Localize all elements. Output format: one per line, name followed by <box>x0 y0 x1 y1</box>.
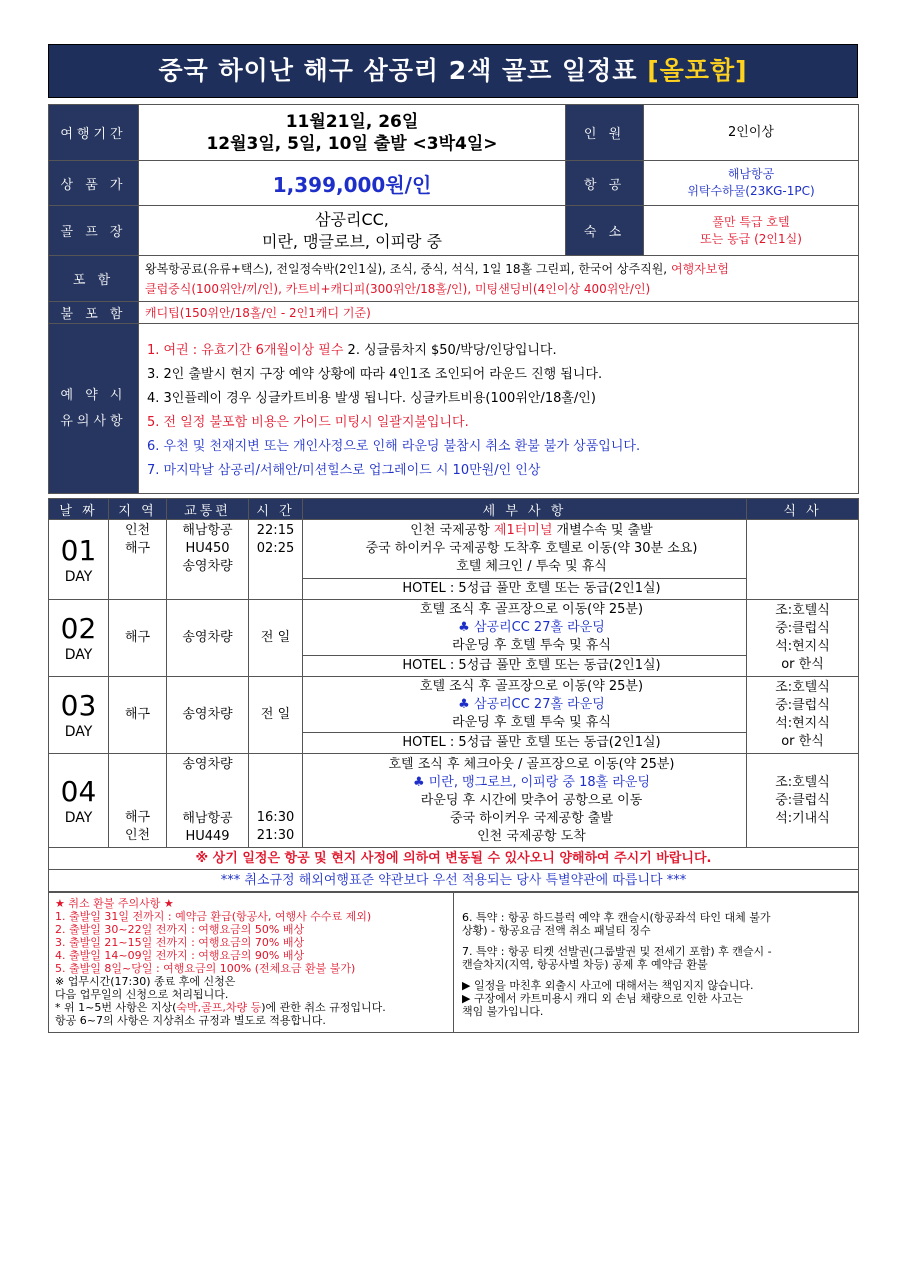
golf-label: 골 프 장 <box>49 206 139 256</box>
travel-period: 11월21일, 26일 12월3일, 5일, 10일 출발 <3박4일> <box>139 105 566 161</box>
cancel-policy-table <box>48 892 859 1033</box>
itinerary-page <box>48 44 858 1033</box>
day1-date: 01 DAY <box>49 520 109 600</box>
day2-region: 해구 <box>109 600 167 677</box>
col-region: 지 역 <box>109 499 167 520</box>
day2-row <box>49 600 859 656</box>
day1-hotel: HOTEL : 5성급 풀만 호텔 또는 동급(2인1실) <box>303 579 747 600</box>
notes-label: 예 약 시 유의사항 <box>49 324 139 494</box>
cancel-title: ★ 취소 환불 주의사항 ★ <box>55 897 174 910</box>
hotel-value: 풀만 특급 호텔 또는 동급 (2인1실) <box>644 206 859 256</box>
col-transport: 교통편 <box>167 499 249 520</box>
day4-region: 해구 인천 <box>109 754 167 848</box>
include-label: 포 함 <box>49 256 139 302</box>
include-value: 왕복항공료(유류+택스), 전일정숙박(2인1실), 조식, 중식, 석식, 1일 18홀 그린피, 한국어 상주직원, 여행자보험 클럽중식(100위안/끼/인), 카트비+캐디피(300위안/18홀/인), 미팅샌딩비(4인이상 400위안/인) <box>139 256 859 302</box>
day3-time: 전 일 <box>249 677 303 754</box>
day3-date: 03 DAY <box>49 677 109 754</box>
col-date: 날 짜 <box>49 499 109 520</box>
day4-date: 04 DAY <box>49 754 109 848</box>
col-time: 시 간 <box>249 499 303 520</box>
exclude-value: 캐디팁(150위안/18홀/인 - 2인1캐디 기준) <box>139 302 859 324</box>
day3-region: 해구 <box>109 677 167 754</box>
hotel-label: 숙 소 <box>566 206 644 256</box>
col-details: 세 부 사 항 <box>303 499 747 520</box>
day1-details: 인천 국제공항 제1터미널 개별수속 및 출발 중국 하이커우 국제공항 도착후 호텔로 이동(약 30분 소요) 호텔 체크인 / 투숙 및 휴식 <box>303 520 747 579</box>
day3-transport: 송영차량 <box>167 677 249 754</box>
day2-meals: 조:호텔식 중:클럽식 석:현지식 or 한식 <box>747 600 859 677</box>
day2-transport: 송영차량 <box>167 600 249 677</box>
day1-meals <box>747 520 859 600</box>
price-label: 상 품 가 <box>49 161 139 206</box>
day3-details: 호텔 조식 후 골프장으로 이동(약 25분) ♣ 삼공리CC 27홀 라운딩 라운딩 후 호텔 투숙 및 휴식 <box>303 677 747 733</box>
day2-details: 호텔 조식 후 골프장으로 이동(약 25분) ♣ 삼공리CC 27홀 라운딩 라운딩 후 호텔 투숙 및 휴식 <box>303 600 747 656</box>
people-label: 인 원 <box>566 105 644 161</box>
page-title <box>48 44 858 98</box>
schedule-table <box>48 498 859 892</box>
price-value: 1,399,000원/인 <box>139 161 566 206</box>
day2-date: 02 DAY <box>49 600 109 677</box>
cancel-right: 6. 특약 : 항공 하드블럭 예약 후 캔슬시(항공좌석 타인 대체 불가 상황) - 항공요금 전액 취소 패널티 징수 7. 특약 : 항공 티켓 선발권(그룹발권 및 전세기 포함) 후 캔슬시 - 캔슬차지(지역, 항공사별 차등) 공제 후 예약금 환불 ▶ 일정을 마친후 외출시 사고에 대해서는 책임지지 않습니다. ▶ 구장에서 카트미용시 캐디 외 손님 채량으로 인한 사고는 책임 불가입니다. <box>454 893 859 1033</box>
day4-time: 16:30 21:30 <box>249 754 303 848</box>
airline-value: 해남항공 위탁수하물(23KG-1PC) <box>644 161 859 206</box>
booking-notes: 1. 여권 : 유효기간 6개월이상 필수 2. 싱글룸차지 $50/박당/인당입니다. 3. 2인 출발시 현지 구장 예약 상황에 따라 4인1조 조인되어 라운드 진행 됩니다. 4. 3인플레이 경우 싱글카트비용 발생 됩니다. 싱글카트비용(100위안/18홀/인) 5. 전 일정 불포함 비용은 가이드 미팅시 일괄지불입니다. 6. 우천 및 천재지변 또는 개인사정으로 인해 라운딩 불참시 취소 환불 불가 상품입니다. 7. 마지막날 삼공리/서해안/미션힐스로 업그레이드 시 10만원/인 인상 <box>139 324 859 494</box>
people-value: 2인이상 <box>644 105 859 161</box>
day4-meals: 조:호텔식 중:클럽식 석:기내식 <box>747 754 859 848</box>
day1-transport: 해남항공 HU450 송영차량 <box>167 520 249 600</box>
day2-hotel: HOTEL : 5성급 풀만 호텔 또는 동급(2인1실) <box>303 656 747 677</box>
info-table <box>48 104 859 494</box>
airline-label: 항 공 <box>566 161 644 206</box>
day3-hotel: HOTEL : 5성급 풀만 호텔 또는 동급(2인1실) <box>303 733 747 754</box>
day4-transport: 송영차량 해남항공 HU449 <box>167 754 249 848</box>
day1-row <box>49 520 859 579</box>
day3-row <box>49 677 859 733</box>
day1-time: 22:15 02:25 <box>249 520 303 600</box>
golf-value: 삼공리CC, 미란, 맹글로브, 이피랑 중 <box>139 206 566 256</box>
cancel-left: ★ 취소 환불 주의사항 ★ 1. 출발일 31일 전까지 : 예약금 환급(항공사, 여행사 수수료 제외) 2. 출발일 30~22일 전까지 : 여행요금의 50% 배상 3. 출발일 21~15일 전까지 : 여행요금의 70% 배상 4. 출발일 14~09일 전까지 : 여행요금의 90% 배상 5. 출발일 8일~당일 : 여행요금의 100% (전체요금 환불 불가) ※ 업무시간(17:30) 종료 후에 신청은 다음 업무일의 신청으로 처리됩니다. * 위 1~5번 사항은 지상(숙박,골프,차량 등)에 관한 취소 규정입니다. 항공 6~7의 사항은 지상취소 규정과 별도로 적용합니다. <box>49 893 454 1033</box>
cancel-banner: *** 취소규정 해외여행표준 약관보다 우선 적용되는 당사 특별약관에 따릅니다 *** <box>49 870 859 892</box>
exclude-label: 불 포 함 <box>49 302 139 324</box>
day2-time: 전 일 <box>249 600 303 677</box>
schedule-footnote: ※ 상기 일정은 항공 및 현지 사정에 의하여 변동될 수 있사오니 양해하여 주시기 바랍니다. <box>49 848 859 870</box>
day4-row <box>49 754 859 848</box>
title-main: 중국 하이난 해구 삼공리 2색 골프 일정표 <box>158 56 638 85</box>
title-highlight: [올포함] <box>647 56 748 85</box>
col-meals: 식 사 <box>747 499 859 520</box>
day3-meals: 조:호텔식 중:클럽식 석:현지식 or 한식 <box>747 677 859 754</box>
period-label: 여행기간 <box>49 105 139 161</box>
day1-region: 인천 해구 <box>109 520 167 600</box>
day4-details: 호텔 조식 후 체크아웃 / 골프장으로 이동(약 25분) ♣ 미란, 맹그로브, 이피랑 중 18홀 라운딩 라운딩 후 시간에 맞추어 공항으로 이동 중국 하이커우 국제공항 출발 인천 국제공항 도착 <box>303 754 747 848</box>
